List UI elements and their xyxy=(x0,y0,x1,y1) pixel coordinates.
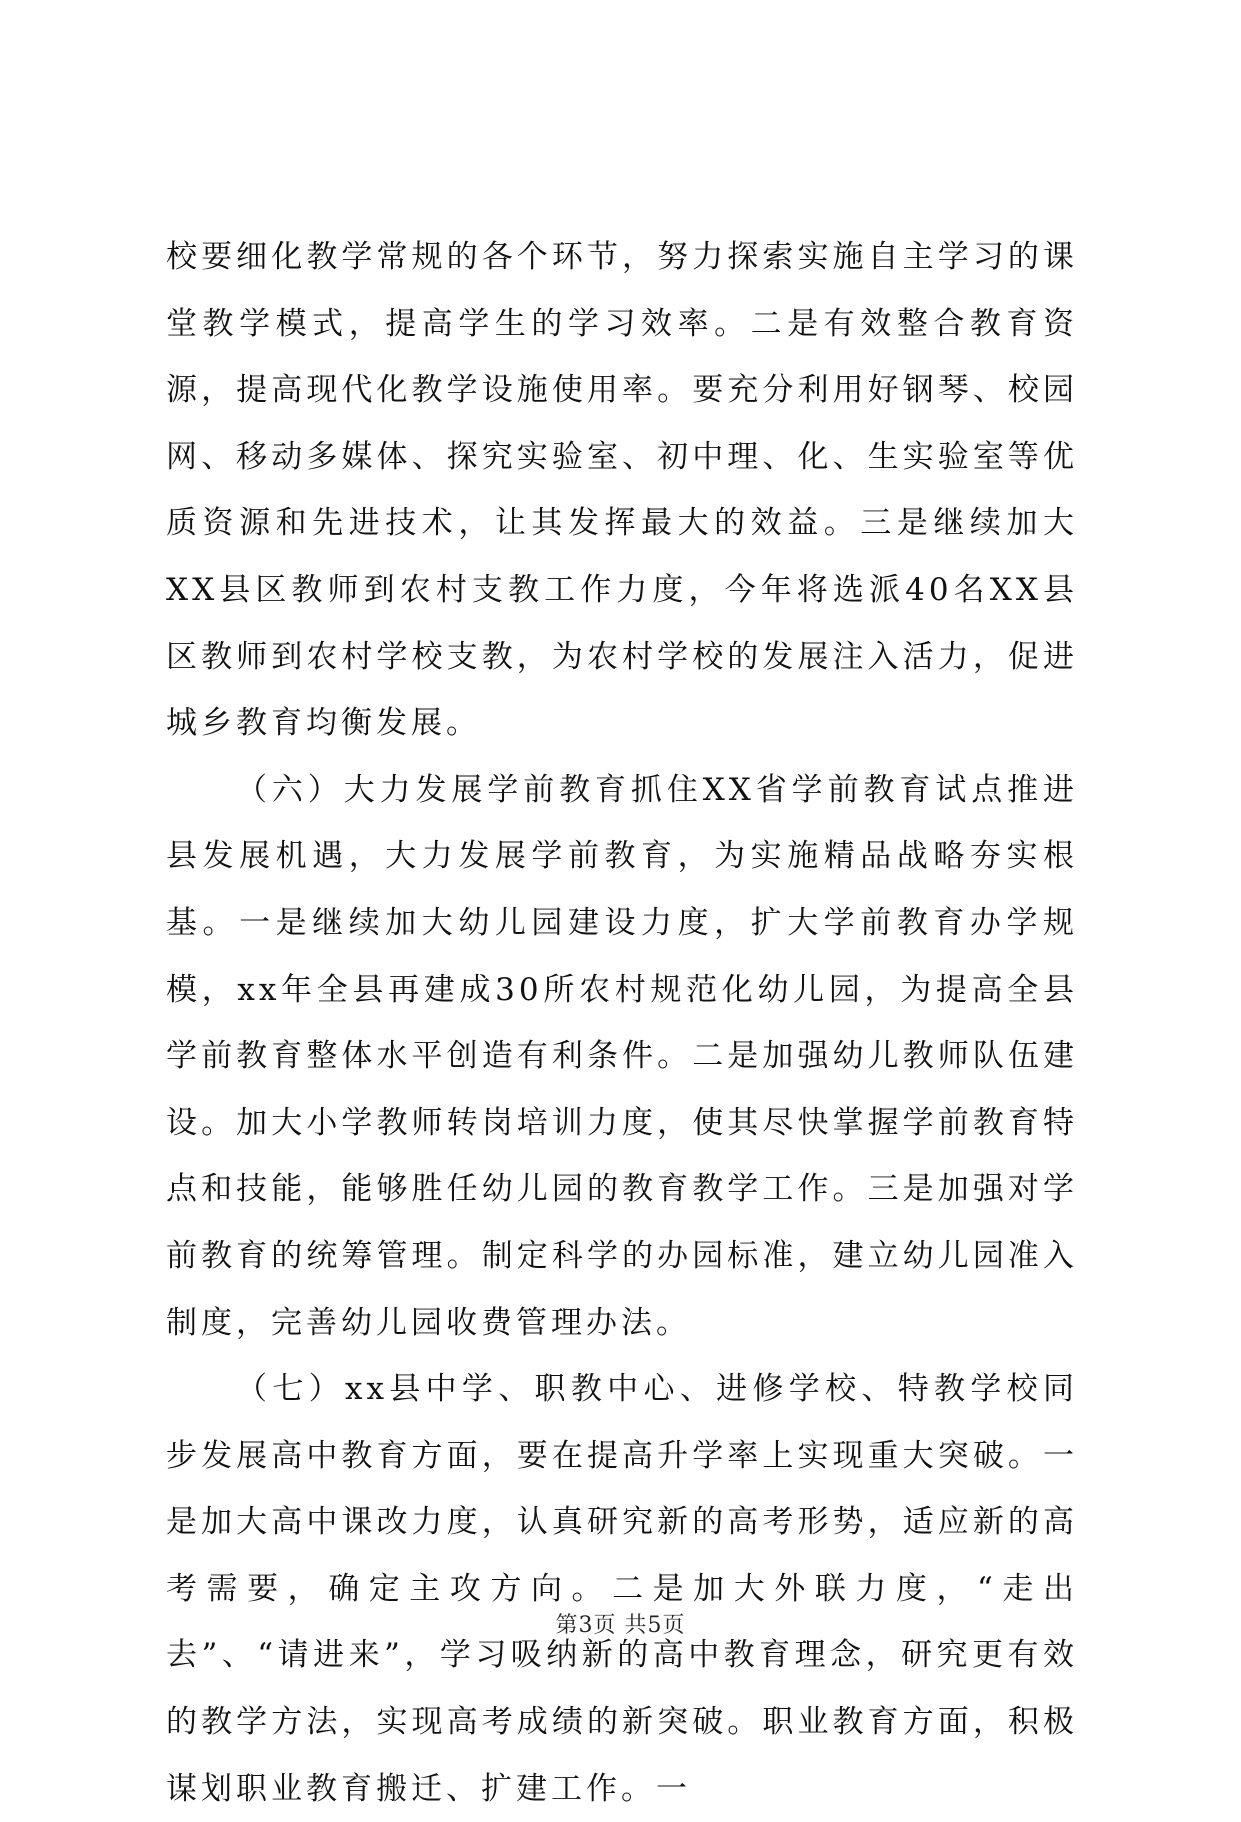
paragraph-section-6: （六）大力发展学前教育抓住XX省学前教育试点推进县发展机遇，大力发展学前教育，为实施精品战略夯实根基。一是继续加大幼儿园建设力度，扩大学前教育办学规模，xx年全县再建成30所农村规范化幼儿园，为提高全县学前教育整体水平创造有利条件。二是加强幼儿教师队伍建设。加大小学教师转岗培训力度，使其尽快掌握学前教育特点和技能，能够胜任幼儿园的教育教学工作。三是加强对学前教育的统筹管理。制定科学的办园标准，建立幼儿园准入制度，完善幼儿园收费管理办法。 xyxy=(166,771,1078,1341)
document-body xyxy=(166,224,1078,1822)
page-footer: 第3页 共5页 xyxy=(555,1613,686,1638)
paragraph-section-7: （七）xx县中学、职教中心、进修学校、特教学校同步发展高中教育方面，要在提高升学率上实现重大突破。一是加大高中课改力度，认真研究新的高考形势，适应新的高考需要，确定主攻方向。二是加大外联力度，“走出去”、“请进来”，学习吸纳新的高中教育理念，研究更有效的教学方法，实现高考成绩的新突破。职业教育方面，积极谋划职业教育搬迁、扩建工作。一 xyxy=(166,1371,1078,1807)
paragraph-continued: 校要细化教学常规的各个环节，努力探索实施自主学习的课堂教学模式，提高学生的学习效率。二是有效整合教育资源，提高现代化教学设施使用率。要充分利用好钢琴、校园网、移动多媒体、探究实验室、初中理、化、生实验室等优质资源和先进技术，让其发挥最大的效益。三是继续加大XX县区教师到农村支教工作力度，今年将选派40名XX县区教师到农村学校支教，为农村学校的发展注入活力，促进城乡教育均衡发展。 xyxy=(166,239,1078,742)
